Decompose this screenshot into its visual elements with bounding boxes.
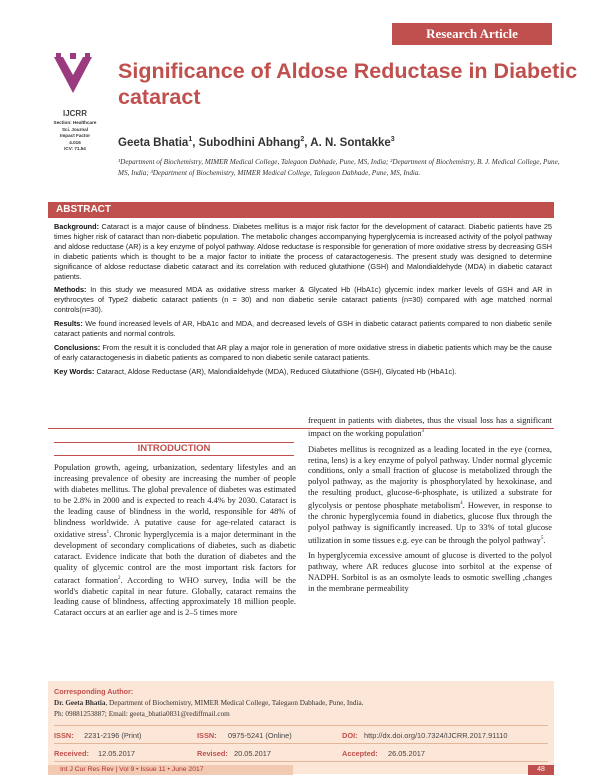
accepted-date: 26.05.2017	[388, 749, 425, 758]
text: Population growth, ageing, urbanization, sedentary lifestyles and an increasing prevalence of obesity are increasing the number of people with diabetes mellitus. The global prevalence of diabetes was estimated to be 2.8% in 2000 and is expected to reach 4.4% by 2030. Cataract is the leading cause of blindness in the world, responsible for 48% of blindness worldwide. A putative cause for age-related cataract is oxidative stress	[54, 463, 296, 540]
corresponding-heading: Corresponding Author:	[54, 687, 134, 696]
revised-label: Revised:	[197, 749, 228, 758]
paragraph	[308, 445, 552, 547]
citation: 2	[118, 575, 121, 581]
footer-citation: Int J Cur Res Rev | Vol 9 • Issue 11 • June 2017	[48, 765, 293, 775]
journal-name: IJCRR	[62, 109, 87, 118]
journal-line: Section: Healthcare	[53, 120, 97, 125]
corresponding-author-box	[48, 681, 554, 774]
text: Cataract is a major cause of blindness. Diabetes mellitus is a major risk factor for the development of cataract. Diabetic patients have 25 times higher risk of cataract than non-diabetic population. The metabolic changes accompanying hyperglycemia is increased activity of the polyol pathway and aldose reductase (AR) is a key enzyme of polyol pathway. Aldose reductase is responsible for generation of more oxidative stress by decreasing GSH in diabetic patients which is thought to be a major factor to initiate the process of cataractogenesis. The present study was designed to determine significance of aldose reductase diabetic cataract and its correlation with reduced glutathione (GSH) and Malondialdehyde (MDA) in diabetic cataract patients.	[54, 222, 552, 281]
label: Background:	[54, 222, 99, 231]
abstract-results	[54, 319, 552, 339]
author-separator: ,	[192, 136, 199, 149]
received-label: Received:	[54, 749, 89, 758]
issn-print-label: ISSN:	[54, 731, 74, 740]
citation: 5	[540, 535, 544, 541]
author-separator: ,	[304, 136, 311, 149]
corresponding-name: Dr. Geeta Bhatia	[54, 699, 106, 707]
author-sup: 3	[390, 136, 395, 143]
article-type-badge: Research Article	[392, 23, 552, 45]
article-title: Significance of Aldose Reductase in Diabetic cataract	[118, 59, 578, 109]
abstract-body	[54, 222, 552, 381]
body-column-left	[54, 463, 296, 624]
paragraph	[308, 551, 552, 595]
text: In hyperglycemia excessive amount of glucose is diverted to the polyol pathway, where AR reduces glucose into sorbitol at the expense of NADPH. Sorbitol is as an osmolyte leads to osmotic swelling ,changes in the membrane permeability	[308, 551, 552, 594]
citation: 4	[460, 501, 463, 507]
journal-info	[46, 109, 104, 153]
abstract-conclusions	[54, 343, 552, 363]
label: Key Words:	[54, 366, 95, 376]
journal-logo-icon	[54, 53, 92, 95]
text: .	[543, 535, 546, 545]
text: . Chronic hyperglycemia is a major determinant in the development of secondary complications of diabetes, such as diabetic cataract. Evidence indicate that both the duration of diabetes and the quality of glycemic control are the most important risk factors for cataract formation	[54, 530, 296, 585]
text: From the result it is concluded that AR play a major role in generation of more oxidative stress in diabetic patients which may be the cause of early cataractogenesis in diabetic patients as compared to non diabetic senile cataract patients.	[54, 342, 552, 362]
label: Results:	[54, 319, 83, 329]
paragraph	[54, 463, 296, 619]
text: We found increased levels of AR, HbA1c and MDA, and decreased levels of GSH in diabetic cataract patients compared to non diabetic senile cataract patients and normal controls.	[54, 319, 552, 339]
text: . However, in response to the chronic hyperglycemia found in diabetics, glucose flux through the polyol pathway is significantly increased. Up to 33% of total glucose utilization in some tissues e.g. eye can be through the polyol pathway	[308, 500, 552, 545]
author-name: Subodhini Abhang	[198, 136, 301, 149]
divider	[54, 743, 548, 744]
accepted-label: Accepted:	[342, 749, 378, 758]
label: Methods:	[54, 285, 87, 295]
citation: 1	[106, 530, 110, 536]
journal-line: Sci. Journal	[61, 126, 89, 132]
author-sup: 1	[188, 136, 193, 143]
journal-line: ICV: 71.54	[64, 146, 86, 152]
issn-print: 2231-2196 (Print)	[84, 731, 142, 740]
author-list	[118, 136, 395, 149]
page-footer	[48, 765, 554, 776]
text: Cataract, Aldose Reductase (AR), Malondialdehyde (MDA), Reduced Glutathione (GSH), Glycated Hb (HbA1c).	[96, 366, 457, 376]
affiliations: ¹Department of Biochemistry, MIMER Medical College, Talegaon Dabhade, Pune, MS, India; ²Department of Biochemistry, B. J. Medical College, Pune, MS, India; ³Department of Biochemistry, MIMER Medical College, Talegaon Dabhade, Pune, MS, India.	[118, 158, 560, 177]
author-sup: 2	[300, 136, 305, 143]
revised-date: 20.05.2017	[234, 749, 271, 758]
corresponding-details	[54, 698, 548, 720]
paragraph	[308, 416, 552, 440]
author-name: Geeta Bhatia	[118, 136, 189, 149]
corresponding-contact[interactable]: Ph: 09881253887; Email: geeta_bhatia0831@rediffmail.com	[54, 710, 230, 718]
divider	[54, 761, 548, 762]
abstract-keywords	[54, 367, 552, 377]
label: Conclusions:	[54, 342, 101, 352]
text: . According to WHO survey, India will be the world's diabetic capital in near future. Globally, cataract remains the leading cause of blindness, affecting approximately 18 million people. Cataract occurs at an earlier age and is 2–5 times more	[54, 575, 297, 618]
citation: 3	[421, 428, 425, 434]
body-column-right	[308, 416, 552, 600]
issn-online-label: ISSN:	[197, 731, 217, 740]
corresponding-address: , Department of Biochemistry, MIMER Medical College, Talegaon Dabhade, Pune, India.	[105, 699, 364, 707]
abstract-background	[54, 222, 552, 281]
text: In this study we measured MDA as oxidative stress marker & Glycated Hb (HbA1c) glycemic index marker levels of GSH and AR in erythrocytes of Type2 diabetic cataract patients (n = 30) and non diabetic senile cataract patients (n=30) compared with age matched normal controls(n=30).	[54, 285, 552, 315]
doi-label: DOI:	[342, 731, 358, 740]
doi-link[interactable]: http://dx.doi.org/10.7324/IJCRR.2017.91110	[364, 731, 508, 740]
journal-line: Impact Factor	[59, 133, 91, 139]
issn-online: 0975-5241 (Online)	[228, 731, 292, 740]
page-number: 48	[528, 765, 554, 775]
received-date: 12.05.2017	[98, 749, 135, 758]
divider	[54, 725, 548, 726]
text: Diabetes mellitus is recognized as a leading located in the eye (cornea, retina, lens) is a key enzyme of polyol pathway. Under normal glycemic conditions, only a small fraction of glucose is metabolized through the polyol pathway, as the majority is phosphorylated by hexokinase, and the resulting product, glucose-6-phosphate, is utilized a substrate for glycolysis or pentose phosphate metabolism	[308, 444, 552, 510]
author-name: A. N. Sontakke	[310, 136, 391, 149]
introduction-heading: INTRODUCTION	[54, 442, 294, 456]
abstract-methods	[54, 285, 552, 315]
journal-line: 4.016	[69, 139, 81, 145]
abstract-heading: ABSTRACT	[48, 202, 554, 218]
text: frequent in patients with diabetes, thus the visual loss has a significant impact on the working population	[308, 416, 552, 438]
